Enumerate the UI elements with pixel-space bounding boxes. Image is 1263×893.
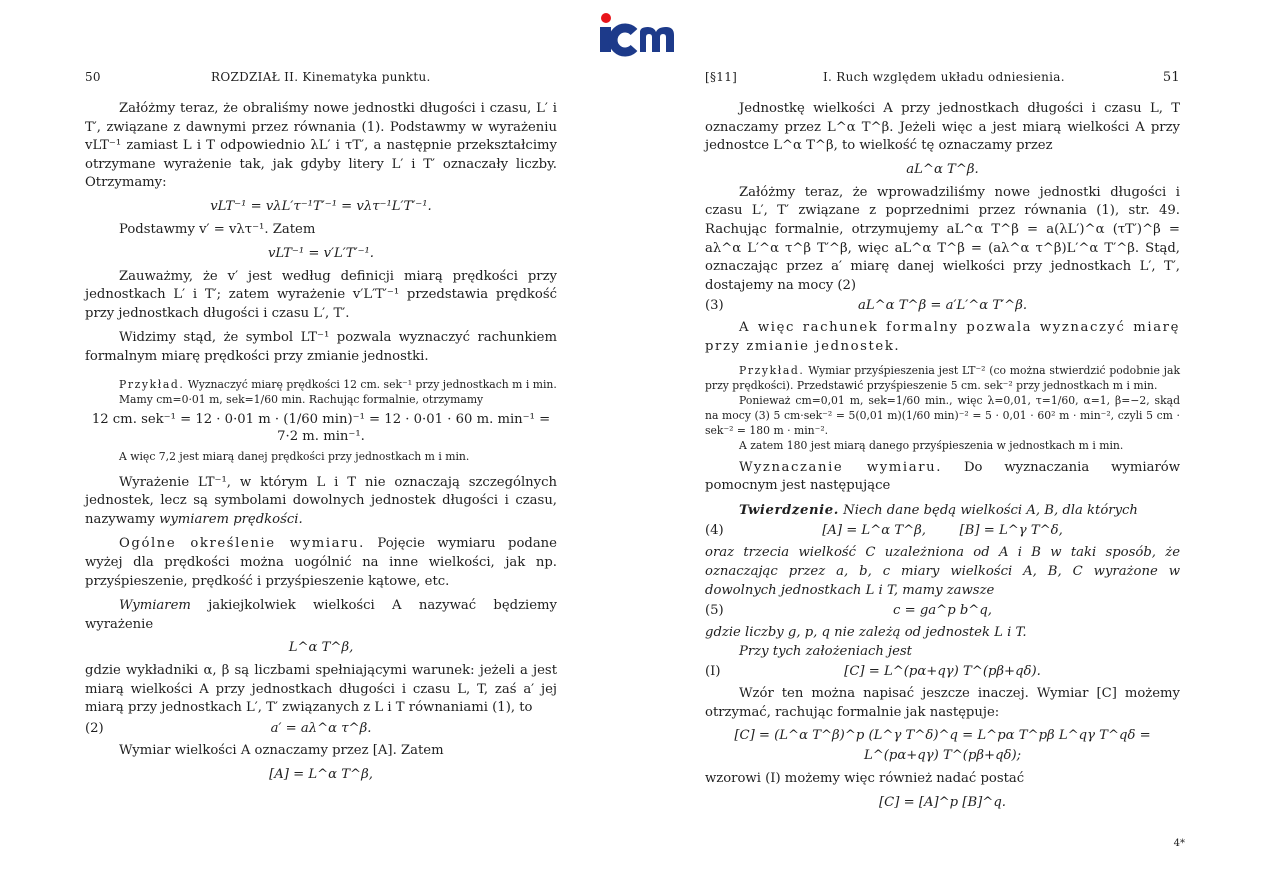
left-eq-5: [A] = L^α T^β, <box>269 766 373 782</box>
left-header-title: ROZDZIAŁ II. Kinematyka punktu. <box>211 70 431 84</box>
right-eq-5-row <box>705 661 1180 685</box>
right-header <box>705 70 1180 90</box>
left-para-5-italic: wymiarem prędkości. <box>159 511 303 527</box>
right-eq-5: [C] = L^(pα+qγ) T^(pβ+qδ). <box>844 664 1041 680</box>
left-eq-2: vLT⁻¹ = v′L′T′⁻¹. <box>267 245 375 261</box>
left-para-7-text: jakiejkolwiek wielkości A nazywać będziemy wyrażenie <box>85 598 557 632</box>
right-eq-3-row <box>705 520 1180 544</box>
right-eq-4-row <box>705 600 1180 624</box>
left-eq-4-number: (2) <box>85 721 104 737</box>
right-theorem-1 <box>705 502 1180 521</box>
left-para-6-text: Pojęcie wymiaru podane wyżej dla prędkości można uogólnić na inne wielkości, jak np. przyśpieszenie, prędkość i przyśpieszenie kątowe, etc. <box>85 536 557 589</box>
right-eq-4: c = ga^p b^q, <box>893 603 992 619</box>
right-example-2: Ponieważ cm=0,01 m, sek=1/60 min., więc λ=0,01, τ=1/60, α=1, β=−2, skąd na mocy (3) 5 cm·sek⁻² = 5(0,01 m)(1/60 min)⁻² = 5 · 0,01 · 60² m · min⁻², czyli 5 cm · sek⁻² = 180 m · min⁻². <box>705 393 1180 437</box>
right-para-4-head: Wyznaczanie wymiaru. <box>739 459 942 475</box>
left-para-4: Widzimy stąd, że symbol LT⁻¹ pozwala wyznaczyć rachunkiem formalnym miarę prędkości przy zmianie jednostki. <box>85 330 557 364</box>
right-example-text-1: Wymiar przyśpieszenia jest LT⁻² (co można stwierdzić podobnie jak przy prędkości). Przedstawić przyśpieszenie 5 cm. sek⁻² przy jednostkach m i min. <box>705 363 1180 392</box>
right-theorem-text-1: Niech dane będą wielkości A, B, dla których <box>843 502 1138 518</box>
right-eq-2-row <box>705 295 1180 319</box>
left-para-6-head: Ogólne określenie wymiaru. <box>119 536 365 552</box>
right-para-6: wzorowi (I) możemy więc również nadać postać <box>705 771 1025 787</box>
left-page <box>85 70 557 789</box>
right-eq-6: [C] = (L^α T^β)^p (L^γ T^δ)^q = L^pα T^pβ L^qγ T^qδ = L^(pα+qγ) T^(pβ+qδ); <box>734 728 1151 764</box>
right-header-title: I. Ruch względem układu odniesienia. <box>823 70 1065 84</box>
icm-logo <box>596 10 680 58</box>
right-theorem-2: oraz trzecia wielkość C uzależniona od A i B w taki sposób, że oznaczając przez a, b, c miary wielkości A, B, C wyrażone w dowolnych jednostkach L i T, mamy zawsze <box>705 545 1180 598</box>
left-eq-1: vLT⁻¹ = vλL′τ⁻¹T′⁻¹ = vλτ⁻¹L′T′⁻¹. <box>210 198 432 214</box>
right-eq-2-number: (3) <box>705 298 724 314</box>
right-page <box>705 70 1180 817</box>
right-example-head: Przykład. <box>739 363 805 377</box>
left-example-3: A więc 7,2 jest miarą danej prędkości przy jednostkach m i min. <box>119 449 470 463</box>
left-para-5 <box>85 474 557 530</box>
right-example-3: A zatem 180 jest miarą danego przyśpieszenia w jednostkach m i min. <box>739 438 1124 452</box>
right-para-2: Załóżmy teraz, że wprowadziliśmy nowe jednostki długości i czasu L′, T′ związane z poprzednimi przez równania (1), str. 49. Rachując formalnie, otrzymujemy aL^α T^β = a(λL′)^α (τT′)^β = aλ^α L′^α τ^β T′^β, więc aL^α T^β = (aλ^α τ^β)L′^α T′^β. Stąd, oznaczając przez a′ miarę danej wielkości przy jednostkach L′, T′, dostajemy na mocy (2) <box>705 184 1180 293</box>
left-para-5-text: Wyrażenie LT⁻¹, w którym L i T nie oznaczają szczególnych jednostek, lecz są symbolami dowolnych jednostek długości i czasu, nazywamy <box>85 474 557 527</box>
left-page-number: 50 <box>85 70 101 84</box>
left-example-eq: 12 cm. sek⁻¹ = 12 · 0·01 m · (1/60 min)⁻¹ = 12 · 0·01 · 60 m. min⁻¹ = 7·2 m. min⁻¹. <box>91 411 551 444</box>
left-eq-3: L^α T^β, <box>288 640 354 656</box>
left-para-7 <box>85 597 557 634</box>
right-para-4 <box>705 459 1180 496</box>
right-eq-2: aL^α T^β = a′L′^α T′^β. <box>857 298 1028 314</box>
right-page-number: 51 <box>1162 70 1180 85</box>
right-para-4-text: Do wyznaczania wymiarów pomocnym jest następujące <box>705 459 1180 494</box>
right-eq-5-number: (I) <box>705 664 721 680</box>
left-eq-4: a′ = aλ^α τ^β. <box>270 721 372 737</box>
left-example-head: Przykład. <box>119 377 185 391</box>
right-theorem-4: Przy tych założeniach jest <box>739 643 912 659</box>
left-example-2: Mamy cm=0·01 m, sek=1/60 min. Rachując formalnie, otrzymamy <box>119 392 484 406</box>
left-eq-4-row <box>85 718 557 742</box>
right-eq-4-number: (5) <box>705 603 724 619</box>
right-para-3: A więc rachunek formalny pozwala wyznaczyć miarę przy zmianie jednostek. <box>705 320 1180 354</box>
right-eq-1: aL^α T^β. <box>906 161 979 177</box>
left-example-1 <box>85 377 557 392</box>
left-header <box>85 70 557 90</box>
right-footer-mark: 4* <box>1173 838 1185 849</box>
left-para-7-italic: Wymiarem <box>119 598 191 614</box>
left-para-2: Podstawmy v′ = vλτ⁻¹. Zatem <box>119 221 316 237</box>
right-theorem-head: Twierdzenie. <box>739 502 839 518</box>
left-para-1: Załóżmy teraz, że obraliśmy nowe jednostki długości i czasu, L′ i T′, związane z dawnymi przez równania (1). Podstawmy w wyrażeniu vLT⁻¹ zamiast L i T odpowiednio λL′ i τT′, a następnie przekształcimy otrzymane wyrażenie tak, jak gdyby litery L′ i T′ oznaczały liczby. Otrzymamy: <box>85 101 557 191</box>
right-eq-3: [A] = L^α T^β, [B] = L^γ T^δ, <box>822 523 1063 539</box>
right-header-section: [§11] <box>705 70 738 84</box>
left-para-8: gdzie wykładniki α, β są liczbami spełniającymi warunek: jeżeli a jest miarą wielkości A przy jednostkach długości i czasu L, T, zaś a′ jej miarą przy jednostkach L′, T′ związanych z L i T równaniami (1), to <box>85 663 557 716</box>
left-para-3: Zauważmy, że v′ jest według definicji miarą prędkości przy jednostkach L′ i T′; zatem wyrażenie v′L′T′⁻¹ przedstawia prędkość przy jednostkach długości i czasu L′, T′. <box>85 268 557 321</box>
left-para-9: Wymiar wielkości A oznaczamy przez [A]. Zatem <box>119 743 444 759</box>
right-para-1: Jednostkę wielkości A przy jednostkach długości i czasu L, T oznaczamy przez L^α T^β. Jeżeli więc a jest miarą wielkości A przy jednostce L^α T^β, to wielkość tę oznaczamy przez <box>705 101 1180 154</box>
left-para-6 <box>85 535 557 591</box>
right-para-5: Wzór ten można napisać jeszcze inaczej. Wymiar [C] możemy otrzymać, rachując formalnie jak następuje: <box>705 686 1180 720</box>
right-eq-7: [C] = [A]^p [B]^q. <box>879 795 1006 811</box>
right-example-1 <box>705 363 1180 393</box>
right-eq-3-number: (4) <box>705 523 724 539</box>
right-theorem-3: gdzie liczby g, p, q nie zależą od jednostek L i T. <box>705 625 1027 641</box>
left-example-text-1: Wyznaczyć miarę prędkości 12 cm. sek⁻¹ przy jednostkach m i min. <box>187 377 557 391</box>
